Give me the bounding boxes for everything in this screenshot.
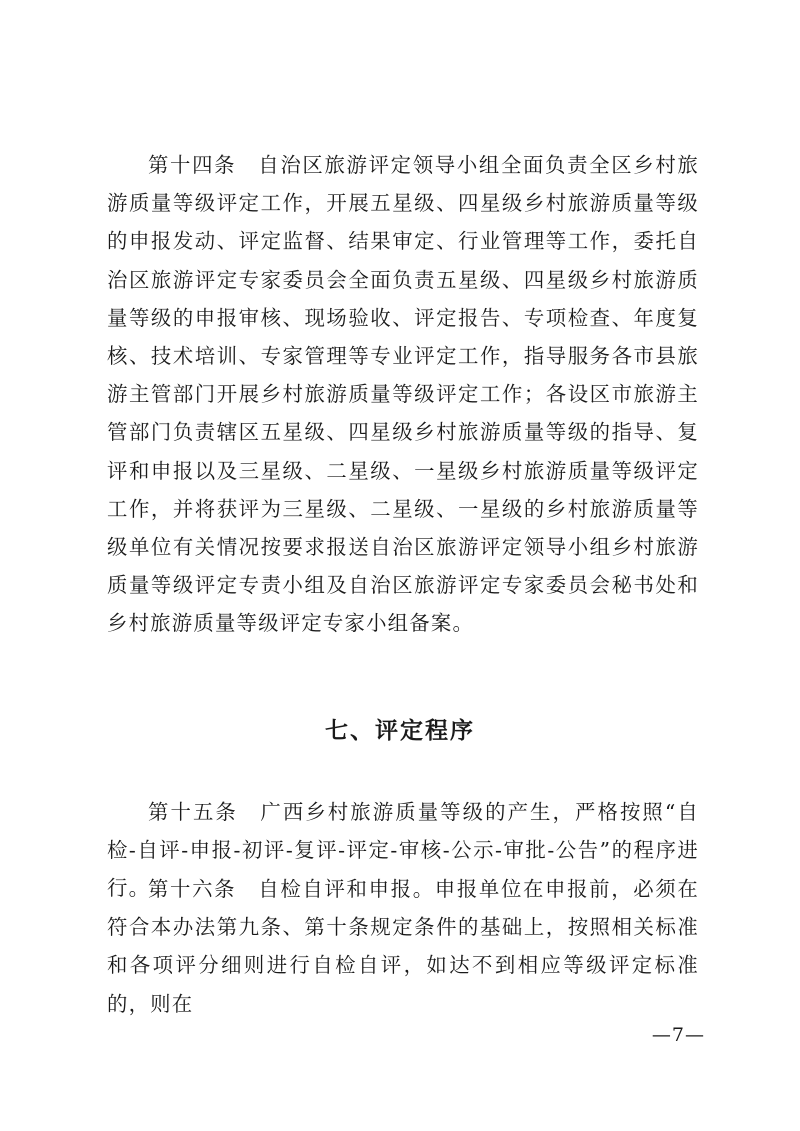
page-number: —7— <box>651 1024 705 1046</box>
article-15-paragraph: 第十五条 广西乡村旅游质量等级的产生，严格按照“自检-自评-申报-初评-复评-评定-审核-公示-审批-公告”的程序进行。 <box>107 800 699 901</box>
section-heading: 七、评定程序 <box>325 718 475 744</box>
article-14-paragraph: 第十四条 自治区旅游评定领导小组全面负责全区乡村旅游质量等级评定工作，开展五星级、四星级乡村旅游质量等级的申报发动、评定监督、结果审定、行业管理等工作，委托自治区旅游评定专家委员会全面负责五星级、四星级乡村旅游质量等级的申报审核、现场验收、评定报告、专项检查、年度复核、技术培训、专家管理等专业评定工作，指导服务各市县旅游主管部门开展乡村旅游质量等级评定工作；各设区市旅游主管部门负责辖区五星级、四星级乡村旅游质量等级的指导、复评和申报以及三星级、二星级、一星级乡村旅游质量等级评定工作，并将获评为三星级、二星级、一星级的乡村旅游质量等级单位有关情况按要求报送自治区旅游评定领导小组乡村旅游质量等级评定专责小组及自治区旅游评定专家委员会秘书处和乡村旅游质量等级评定专家小组备案。 <box>107 153 699 636</box>
article-16-paragraph: 第十六条 自检自评和申报。申报单位在申报前，必须在符合本办法第九条、第十条规定条件的基础上，按照相关标准和各项评分细则进行自检自评，如达不到相应等级评定标准的，则在 <box>107 877 699 1016</box>
